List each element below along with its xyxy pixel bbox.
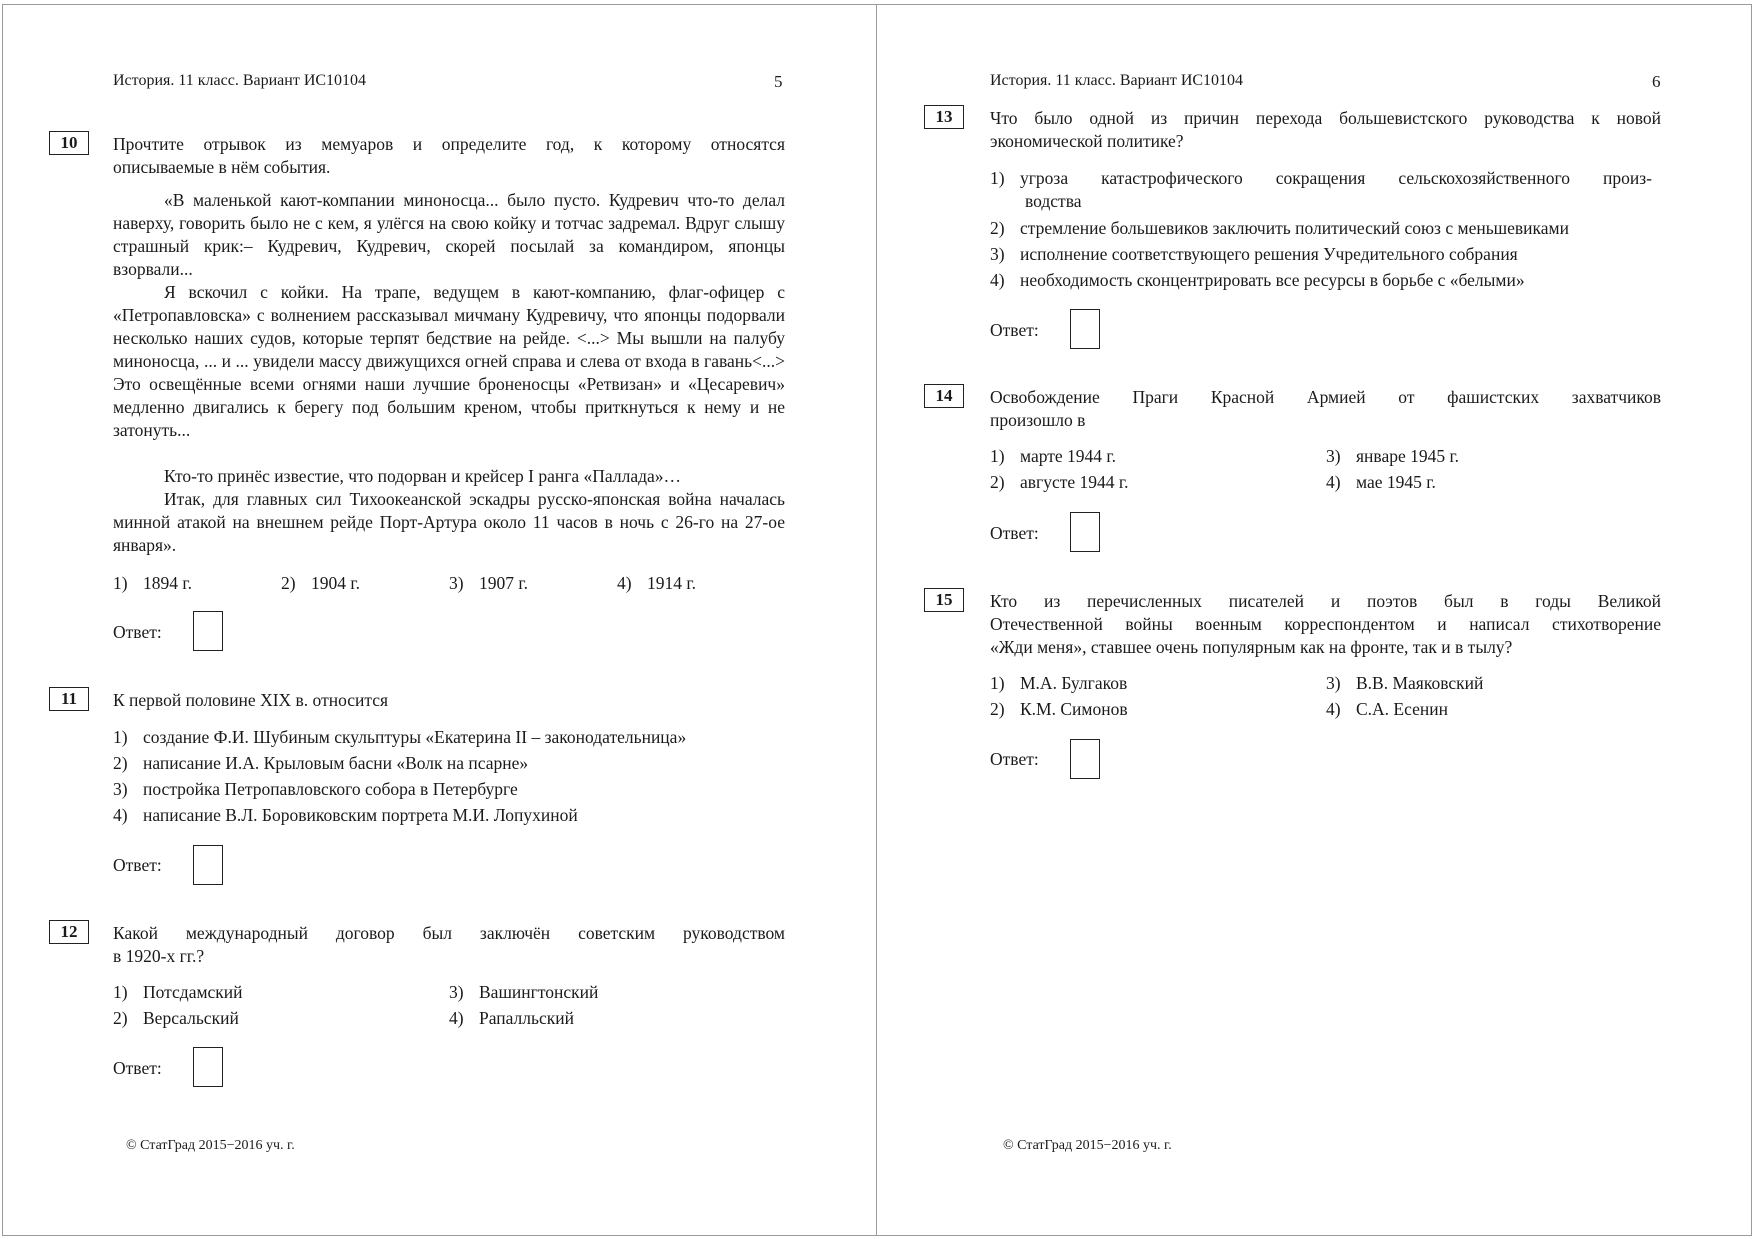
q10-option-4[interactable]: [617, 572, 696, 595]
q10-excerpt-para4: Итак, для главных сил Тихоокеанской эскадры русско-японская война началась минной атакой на внешнем рейде Порт-Артура около 11 часов в ночь с 26-го на 27-ое января».: [113, 489, 785, 555]
option-number: 1): [990, 446, 1005, 466]
option-text: написание И.А. Крыловым басни «Волк на псарне»: [143, 753, 529, 773]
option-text: Потсдамский: [143, 982, 243, 1002]
q15-prompt-line2: Отечественной войны военным корреспондентом и написал стихотворение: [990, 614, 1661, 634]
option-number: 4): [617, 573, 632, 593]
option-text: написание В.Л. Боровиковским портрета М.И. Лопухиной: [143, 805, 578, 825]
option-number: 4): [1326, 699, 1341, 719]
option-number: 3): [990, 244, 1005, 264]
q11-answer-label: Ответ:: [113, 855, 162, 875]
q15-option-1[interactable]: [990, 672, 1127, 695]
option-number: 3): [449, 573, 464, 593]
option-number: 4): [113, 805, 128, 825]
option-text: Версальский: [143, 1008, 239, 1028]
q13-answer-box[interactable]: [1070, 309, 1100, 349]
question-number-13: 13: [924, 105, 964, 129]
q13-prompt-line2: экономической политике?: [990, 131, 1184, 151]
option-number: 2): [281, 573, 296, 593]
q13-option-1-cont: водства: [1025, 191, 1082, 211]
q15-answer-box[interactable]: [1070, 739, 1100, 779]
q15-prompt-line1: Кто из перечисленных писателей и поэтов был в годы Великой: [990, 591, 1661, 611]
option-text: мае 1945 г.: [1356, 472, 1436, 492]
option-number: 3): [1326, 446, 1341, 466]
q12-answer-box[interactable]: [193, 1047, 223, 1087]
option-number: 4): [449, 1008, 464, 1028]
option-number: 3): [1326, 673, 1341, 693]
q15-option-3[interactable]: [1326, 672, 1483, 695]
page-header: История. 11 класс. Вариант ИС10104: [113, 72, 367, 89]
q10-prompt-line1: Прочтите отрывок из мемуаров и определите год, к которому относятся: [113, 134, 785, 154]
q12-option-1[interactable]: [113, 981, 243, 1004]
q10-answer-label: Ответ:: [113, 622, 162, 642]
option-number: 1): [113, 727, 128, 747]
q14-prompt-line2: произошло в: [990, 410, 1086, 430]
option-number: 1): [990, 168, 1005, 188]
q12-answer-label: Ответ:: [113, 1058, 162, 1078]
option-number: 2): [990, 699, 1005, 719]
q14-answer-label: Ответ:: [990, 523, 1039, 543]
option-text: необходимость сконцентрировать все ресурсы в борьбе с «белыми»: [1020, 270, 1525, 290]
q13-answer-label: Ответ:: [990, 320, 1039, 340]
option-number: 2): [990, 472, 1005, 492]
q11-answer-box[interactable]: [193, 845, 223, 885]
option-text: Вашингтонский: [479, 982, 599, 1002]
question-number-11: 11: [49, 687, 89, 711]
q10-excerpt-para2: Я вскочил с койки. На трапе, ведущем в кают-компанию, флаг-офицер с «Петропавловска» с волнением рассказывал мичману Кудревичу, что японцы подорвали несколько наших судов, которые терпят бедствие на рейде. <...> Мы вышли на палубу миноносца, ... и ... увидели массу движущихся огней справа и слева от входа в гавань<...> Это освещённые всеми огнями наши лучшие броненосцы «Ретвизан» и «Цесаревич» медленно двигались к берегу под большим креном, чтобы приткнуться к нему и не затонуть...: [113, 282, 785, 440]
page-footer: © СтатГрад 2015−2016 уч. г.: [126, 1138, 295, 1153]
right-page: [877, 0, 1754, 1239]
q10-option-2[interactable]: [281, 572, 360, 595]
q14-option-2[interactable]: [990, 471, 1128, 494]
option-text: К.М. Симонов: [1020, 699, 1128, 719]
option-number: 2): [113, 1008, 128, 1028]
question-number-15: 15: [924, 588, 964, 612]
option-text: 1904 г.: [311, 573, 360, 593]
page-footer: © СтатГрад 2015−2016 уч. г.: [1003, 1138, 1172, 1153]
q12-prompt-line2: в 1920-х гг.?: [113, 946, 205, 966]
q14-answer-box[interactable]: [1070, 512, 1100, 552]
option-text: 1914 г.: [647, 573, 696, 593]
option-number: 1): [113, 982, 128, 1002]
option-text: В.В. Маяковский: [1356, 673, 1484, 693]
question-number-14: 14: [924, 384, 964, 408]
q12-option-2[interactable]: [113, 1007, 239, 1030]
option-number: 3): [449, 982, 464, 1002]
question-number-10: 10: [49, 131, 89, 155]
option-text: создание Ф.И. Шубиным скульптуры «Екатерина II – законодательница»: [143, 727, 687, 747]
page-number: 5: [774, 72, 783, 91]
q11-option-2[interactable]: [113, 752, 528, 775]
option-text: 1907 г.: [479, 573, 528, 593]
option-text: Рапалльский: [479, 1008, 575, 1028]
q15-answer-label: Ответ:: [990, 749, 1039, 769]
q10-excerpt-para3: Кто-то принёс известие, что подорван и крейсер I ранга «Паллада»…: [164, 466, 682, 486]
q11-prompt: К первой половине XIX в. относится: [113, 690, 389, 710]
q12-option-4[interactable]: [449, 1007, 574, 1030]
q13-option-3[interactable]: [990, 243, 1518, 266]
option-text: стремление большевиков заключить политический союз с меньшевиками: [1020, 218, 1569, 238]
q13-option-4[interactable]: [990, 269, 1525, 292]
q14-prompt-line1: Освобождение Праги Красной Армией от фашистских захватчиков: [990, 387, 1661, 407]
option-text: августе 1944 г.: [1020, 472, 1129, 492]
q13-prompt-line1: Что было одной из причин перехода большевистского руководства к новой: [990, 108, 1661, 128]
q15-option-4[interactable]: [1326, 698, 1448, 721]
option-text-line1: угроза катастрофического сокращения сельскохозяйственного произ-: [1020, 168, 1652, 188]
page-header: История. 11 класс. Вариант ИС10104: [990, 72, 1244, 89]
q11-option-4[interactable]: [113, 804, 578, 827]
option-number: 1): [990, 673, 1005, 693]
q11-option-3[interactable]: [113, 778, 518, 801]
q10-excerpt-para1: «В маленькой кают-компании миноносца... было пусто. Кудревич что-то делал наверху, говорить было не с кем, я улёгся на свою койку и тотчас задремал. Вдруг слышу страшный крик:– Кудревич, Кудревич, скорей посылай за командиром, японцы взорвали...: [113, 190, 785, 279]
option-text: М.А. Булгаков: [1020, 673, 1128, 693]
option-number: 1): [113, 573, 128, 593]
q12-option-3[interactable]: [449, 981, 598, 1004]
question-number-12: 12: [49, 920, 89, 944]
q12-prompt-line1: Какой международный договор был заключён советским руководством: [113, 923, 785, 943]
q13-option-1[interactable]: [990, 167, 1652, 190]
option-number: 2): [113, 753, 128, 773]
q14-option-1[interactable]: [990, 445, 1116, 468]
q10-prompt-line2: описываемые в нём события.: [113, 157, 331, 177]
option-text: исполнение соответствующего решения Учредительного собрания: [1020, 244, 1518, 264]
q10-answer-box[interactable]: [193, 611, 223, 651]
q14-option-3[interactable]: [1326, 445, 1459, 468]
option-text: С.А. Есенин: [1356, 699, 1448, 719]
q15-option-2[interactable]: [990, 698, 1128, 721]
page-number: 6: [1652, 72, 1661, 91]
q15-prompt-line3: «Жди меня», ставшее очень популярным как на фронте, так и в тылу?: [990, 637, 1513, 657]
option-text: январе 1945 г.: [1356, 446, 1460, 466]
option-text: постройка Петропавловского собора в Петербурге: [143, 779, 518, 799]
q14-option-4[interactable]: [1326, 471, 1436, 494]
option-text: марте 1944 г.: [1020, 446, 1116, 466]
option-number: 3): [113, 779, 128, 799]
option-number: 2): [990, 218, 1005, 238]
q11-option-1[interactable]: [113, 726, 686, 749]
q10-option-3[interactable]: [449, 572, 528, 595]
option-number: 4): [990, 270, 1005, 290]
q13-option-2[interactable]: [990, 217, 1569, 240]
option-number: 4): [1326, 472, 1341, 492]
option-text: 1894 г.: [143, 573, 192, 593]
q10-option-1[interactable]: [113, 572, 192, 595]
